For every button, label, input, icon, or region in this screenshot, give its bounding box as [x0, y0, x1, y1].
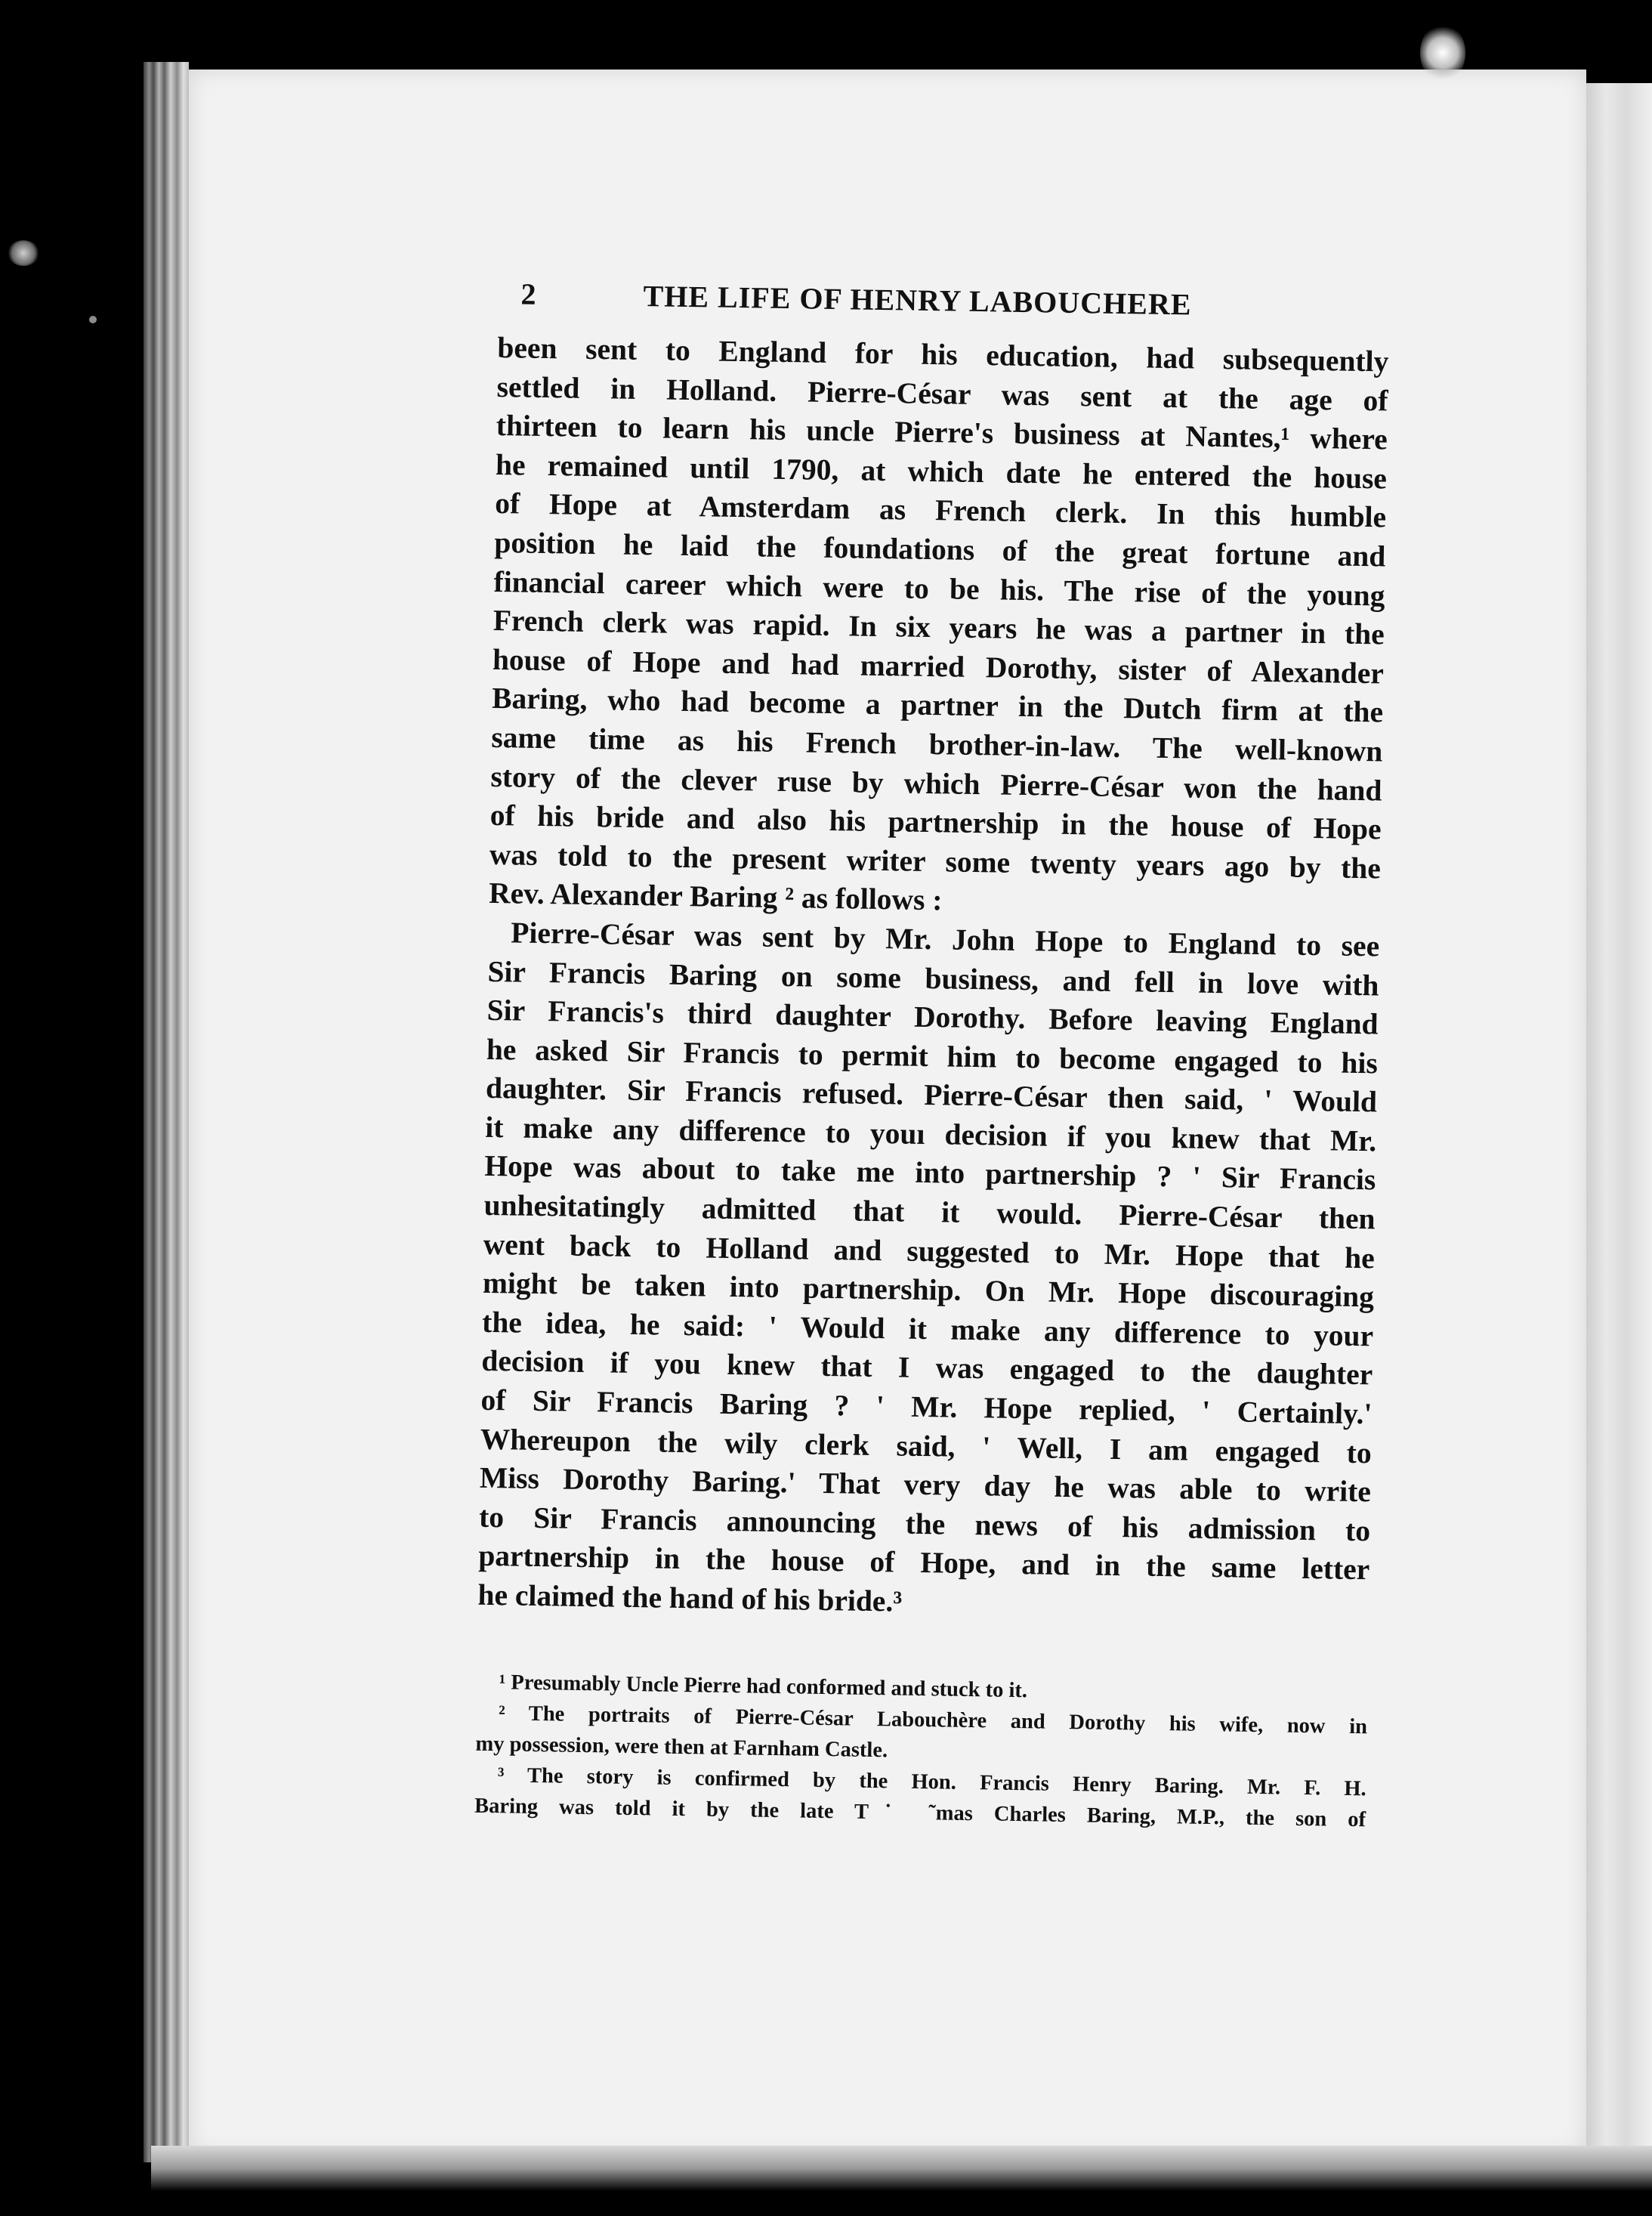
body-line: he claimed the hand of his bride.³ [477, 1578, 903, 1618]
body-line: he remained until 1790, at which date he entered the house [495, 447, 1388, 496]
body-line: was told to the present writer some twenty years ago by the [489, 837, 1382, 885]
footnote-line: my possession, were then at Farnham Castle. [475, 1732, 888, 1762]
body-line: Pierre-César was sent by Mr. John Hope to England to see [511, 916, 1380, 963]
body-line: of Sir Francis Baring ? ' Mr. Hope replied, ' Certainly.' [480, 1383, 1373, 1431]
body-line: it make any difference to youı decision if you knew that Mr. [484, 1110, 1377, 1158]
body-line: story of the clever ruse by which Pierre-César won the hand [490, 759, 1382, 807]
body-line: went back to Holland and suggested to Mr. Hope that he [483, 1227, 1376, 1275]
body-line: same time as his French brother-in-law. The well-known [491, 720, 1383, 768]
body-line: thirteen to learn his uncle Pierre's business at Nantes,¹ where [496, 409, 1388, 456]
body-line: partnership in the house of Hope, and in the same letter [478, 1539, 1370, 1587]
body-line: he asked Sir Francis to permit him to become engaged to his [486, 1032, 1379, 1080]
body-line: to Sir Francis announcing the news of his admission to [478, 1500, 1371, 1548]
body-line: decision if you knew that I was engaged to the daughter [481, 1344, 1373, 1392]
body-line: Sir Francis's third daughter Dorothy. Before leaving England [486, 993, 1379, 1041]
body-line: the idea, he said: ' Would it make any difference to your [481, 1305, 1374, 1353]
body-line: Whereupon the wily clerk said, ' Well, I am engaged to [480, 1422, 1373, 1470]
body-line: been sent to England for his education, had subsequently [497, 330, 1389, 379]
footnote-line: ³ The story is confirmed by the Hon. Francis Henry Baring. Mr. F. H. [497, 1763, 1366, 1800]
facing-page-edge [1586, 83, 1652, 2168]
body-line: settled in Holland. Pierre-César was sent at the age of [496, 369, 1388, 418]
footnote-line: Baring was told it by the late T˙ ˜mas Charles Baring, M.P., the son of [474, 1794, 1366, 1831]
body-line: Hope was about to take me into partnership ? ' Sir Francis [484, 1149, 1376, 1197]
footnotes [474, 1666, 1368, 1835]
body-line: financial career which were to be his. The rise of the young [493, 564, 1385, 613]
scan-speck [89, 316, 97, 323]
body-text [477, 329, 1389, 1629]
body-line: house of Hope and had married Dorothy, sister of Alexander [492, 642, 1385, 691]
running-head-title: THE LIFE OF HENRY LABOUCHERE [643, 279, 1192, 322]
body-line: unhesitatingly admitted that it would. Pierre-César then [483, 1188, 1376, 1236]
page-bottom-shadow [151, 2146, 1652, 2191]
body-line: daughter. Sir Francis refused. Pierre-César then said, ' Would [485, 1071, 1378, 1119]
page-text-block [474, 276, 1390, 1835]
body-line: Miss Dorothy Baring.' That very day he was able to write [479, 1461, 1372, 1509]
page-number: 2 [520, 277, 537, 311]
body-line: Rev. Alexander Baring ² as follows : [488, 876, 943, 917]
book-spine-edge [144, 62, 189, 2162]
body-line: position he laid the foundations of the great fortune and [494, 525, 1386, 573]
body-line: Sir Francis Baring on some business, and fell in love with [487, 954, 1379, 1002]
scan-glare [1420, 23, 1465, 83]
body-line: of Hope at Amsterdam as French clerk. In this humble [494, 487, 1387, 534]
body-line: French clerk was rapid. In six years he was a partner in the [493, 604, 1385, 651]
body-line: Baring, who had become a partner in the Dutch firm at the [491, 681, 1384, 729]
body-line: might be taken into partnership. On Mr. Hope discouraging [482, 1266, 1375, 1314]
footnote-line: ¹ Presumably Uncle Pierre had conformed and stuck to it. [499, 1670, 1028, 1702]
body-line: of his bride and also his partnership in the house of Hope [489, 799, 1382, 846]
footnote-line: ² The portraits of Pierre-César Labouchère and Dorothy his wife, now in [498, 1701, 1368, 1738]
scan-speck [8, 240, 39, 266]
